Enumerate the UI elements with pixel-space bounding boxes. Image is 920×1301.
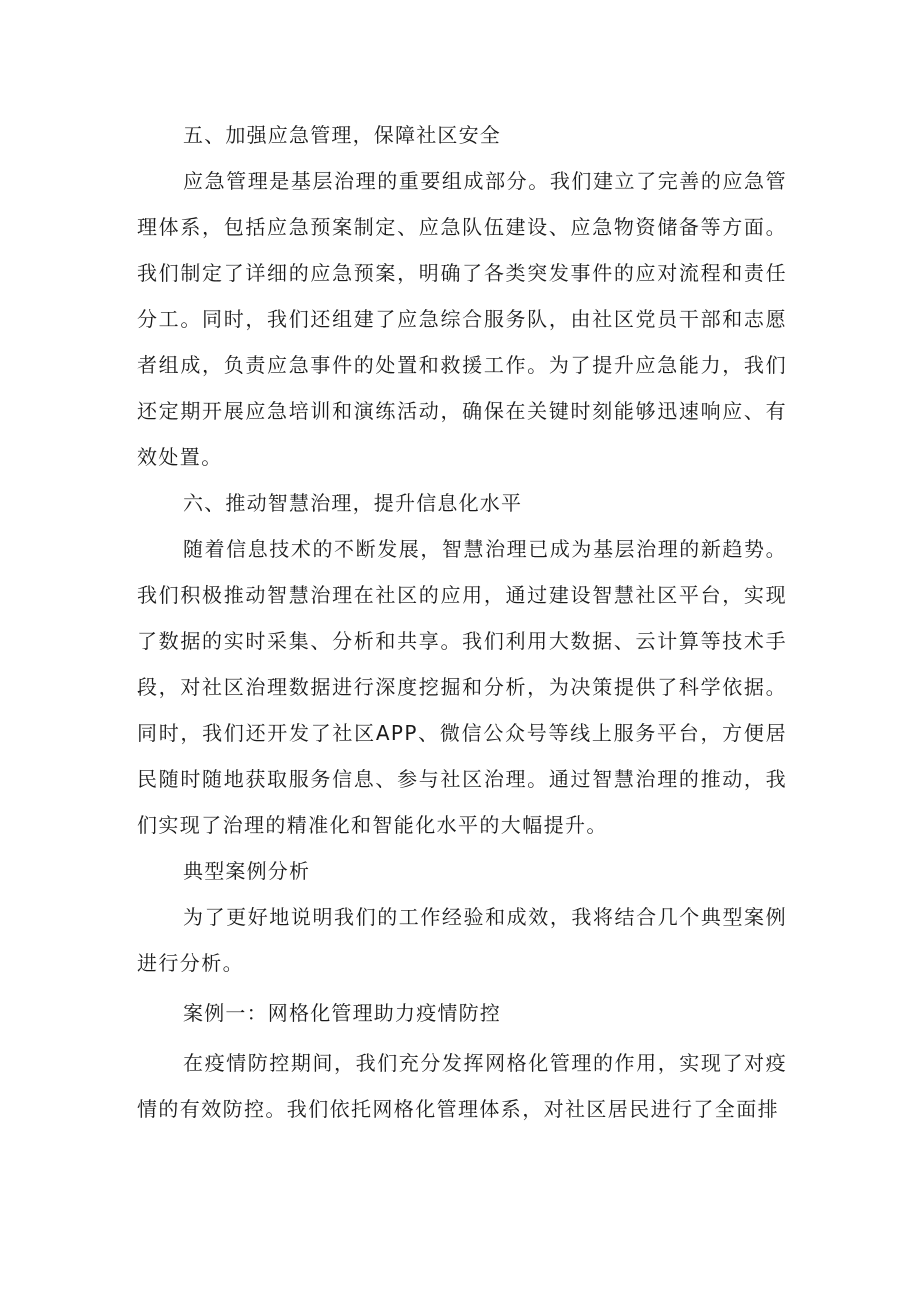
paragraph-case-intro: 为了更好地说明我们的工作经验和成效，我将结合几个典型案例进行分析。 xyxy=(137,905,787,975)
section-heading-case-analysis: 典型案例分析 xyxy=(183,859,311,883)
paragraph-case-one: 在疫情防控期间，我们充分发挥网格化管理的作用，实现了对疫情的有效防控。我们依托网格化管理体系，对社区居民进行了全面排 xyxy=(137,1051,787,1121)
section-heading-emergency: 五、加强应急管理，保障社区安全 xyxy=(183,123,501,147)
paragraph-emergency-management: 应急管理是基层治理的重要组成部分。我们建立了完善的应急管理体系，包括应急预案制定、应急队伍建设、应急物资储备等方面。我们制定了详细的应急预案，明确了各类突发事件的应对流程和责任分工。同时，我们还组建了应急综合服务队，由社区党员干部和志愿者组成，负责应急事件的处置和救援工作。为了提升应急能力，我们还定期开展应急培训和演练活动，确保在关键时刻能够迅速响应、有效处置。 xyxy=(137,169,787,469)
paragraph-smart-governance: 随着信息技术的不断发展，智慧治理已成为基层治理的新趋势。我们积极推动智慧治理在社区的应用，通过建设智慧社区平台，实现了数据的实时采集、分析和共享。我们利用大数据、云计算等技术手段，对社区治理数据进行深度挖掘和分析，为决策提供了科学依据。同时，我们还开发了社区APP、微信公众号等线上服务平台，方便居民随时随地获取服务信息、参与社区治理。通过智慧治理的推动，我们实现了治理的精准化和智能化水平的大幅提升。 xyxy=(137,537,787,837)
section-heading-smart-governance: 六、推动智慧治理，提升信息化水平 xyxy=(183,491,523,515)
document-body xyxy=(137,112,787,1132)
section-heading-case-one: 案例一：网格化管理助力疫情防控 xyxy=(183,1001,501,1025)
